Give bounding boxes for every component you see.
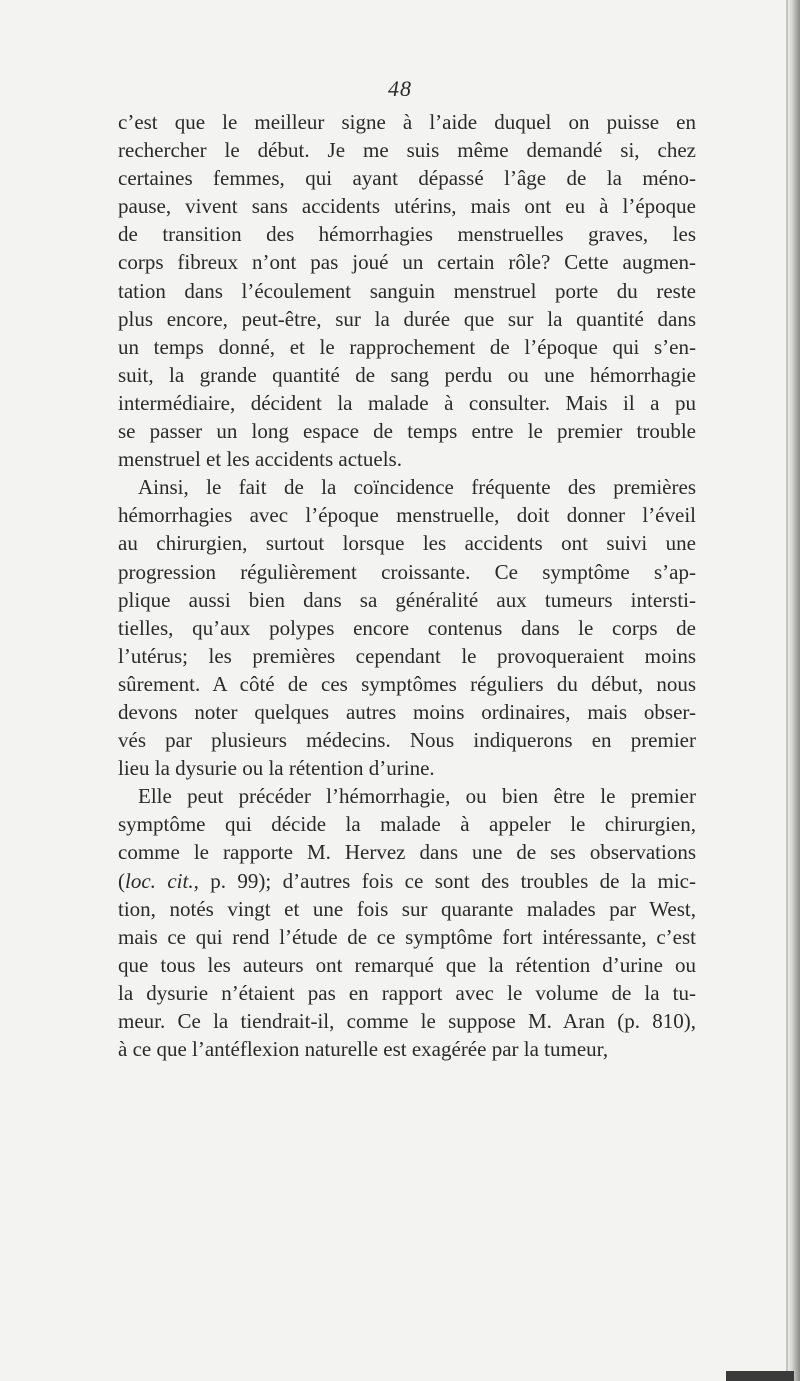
text-line: que tous les auteurs ont remarqué que la rétention d’urine ou	[118, 952, 696, 977]
text-line: tielles, qu’aux polypes encore contenus dans le corps de	[118, 615, 696, 640]
text-line: devons noter quelques autres moins ordinaires, mais obser-	[118, 699, 696, 724]
text-line: au chirurgien, surtout lorsque les accidents ont suivi une	[118, 531, 696, 556]
text-line: comme le rapporte M. Hervez dans une de ses observations	[118, 840, 696, 865]
text-line: Elle peut précéder l’hémorrhagie, ou bien être le premier	[138, 784, 696, 809]
paragraph	[118, 473, 696, 782]
text-line: corps fibreux n’ont pas joué un certain rôle? Cette augmen-	[118, 250, 696, 275]
text-line: la dysurie n’étaient pas en rapport avec le volume de la tu-	[118, 980, 696, 1005]
text-line: mais ce qui rend l’étude de ce symptôme fort intéressante, c’est	[118, 924, 696, 949]
text-line: lieu la dysurie ou la rétention d’urine.	[118, 756, 435, 781]
text-line: (loc. cit., p. 99); d’autres fois ce sont des troubles de la mic-	[118, 868, 696, 893]
text-line: c’est que le meilleur signe à l’aide duquel on puisse en	[118, 110, 696, 134]
text-line: vés par plusieurs médecins. Nous indiquerons en premier	[118, 728, 696, 753]
text-line: menstruel et les accidents actuels.	[118, 447, 402, 472]
text-line: pause, vivent sans accidents utérins, mais ont eu à l’époque	[118, 194, 696, 219]
text-line: hémorrhagies avec l’époque menstruelle, doit donner l’éveil	[118, 503, 696, 528]
text-line: symptôme qui décide la malade à appeler le chirurgien,	[118, 812, 696, 837]
text-line: Ainsi, le fait de la coïncidence fréquente des premières	[138, 475, 696, 500]
body-text	[118, 108, 696, 1063]
text-line: un temps donné, et le rapprochement de l’époque qui s’en-	[118, 334, 696, 359]
page-edge-shadow	[786, 0, 800, 1381]
page-number: 48	[388, 76, 412, 101]
text-line: l’utérus; les premières cependant le provoqueraient moins	[118, 643, 696, 668]
text-line: sûrement. A côté de ces symptômes réguliers du début, nous	[118, 671, 696, 696]
citation-italic: loc. cit.	[125, 868, 194, 893]
text-line: certaines femmes, qui ayant dépassé l’âge de la méno-	[118, 166, 696, 191]
text-line: à ce que l’antéflexion naturelle est exagérée par la tumeur,	[118, 1037, 609, 1062]
text-line: rechercher le début. Je me suis même demandé si, chez	[118, 138, 696, 163]
paragraph	[118, 108, 696, 473]
text-line: tion, notés vingt et une fois sur quarante malades par West,	[118, 896, 696, 921]
text-line: se passer un long espace de temps entre le premier trouble	[118, 419, 696, 444]
paragraph	[118, 782, 696, 1063]
text-line: progression régulièrement croissante. Ce symptôme s’ap-	[118, 559, 696, 584]
text-line: plus encore, peut-être, sur la durée que sur la quantité dans	[118, 306, 696, 331]
text-line: tation dans l’écoulement sanguin menstruel porte du reste	[118, 278, 696, 303]
scan-corner-mark	[726, 1371, 794, 1381]
text-line: meur. Ce la tiendrait-il, comme le suppose M. Aran (p. 810),	[118, 1009, 696, 1033]
text-line: plique aussi bien dans sa généralité aux tumeurs intersti-	[118, 587, 696, 612]
page-edge-line	[786, 0, 788, 1381]
text-line: suit, la grande quantité de sang perdu ou une hémorrhagie	[118, 362, 696, 387]
text-line: intermédiaire, décident la malade à consulter. Mais il a pu	[118, 390, 696, 415]
text-line: de transition des hémorrhagies menstruelles graves, les	[118, 222, 696, 247]
